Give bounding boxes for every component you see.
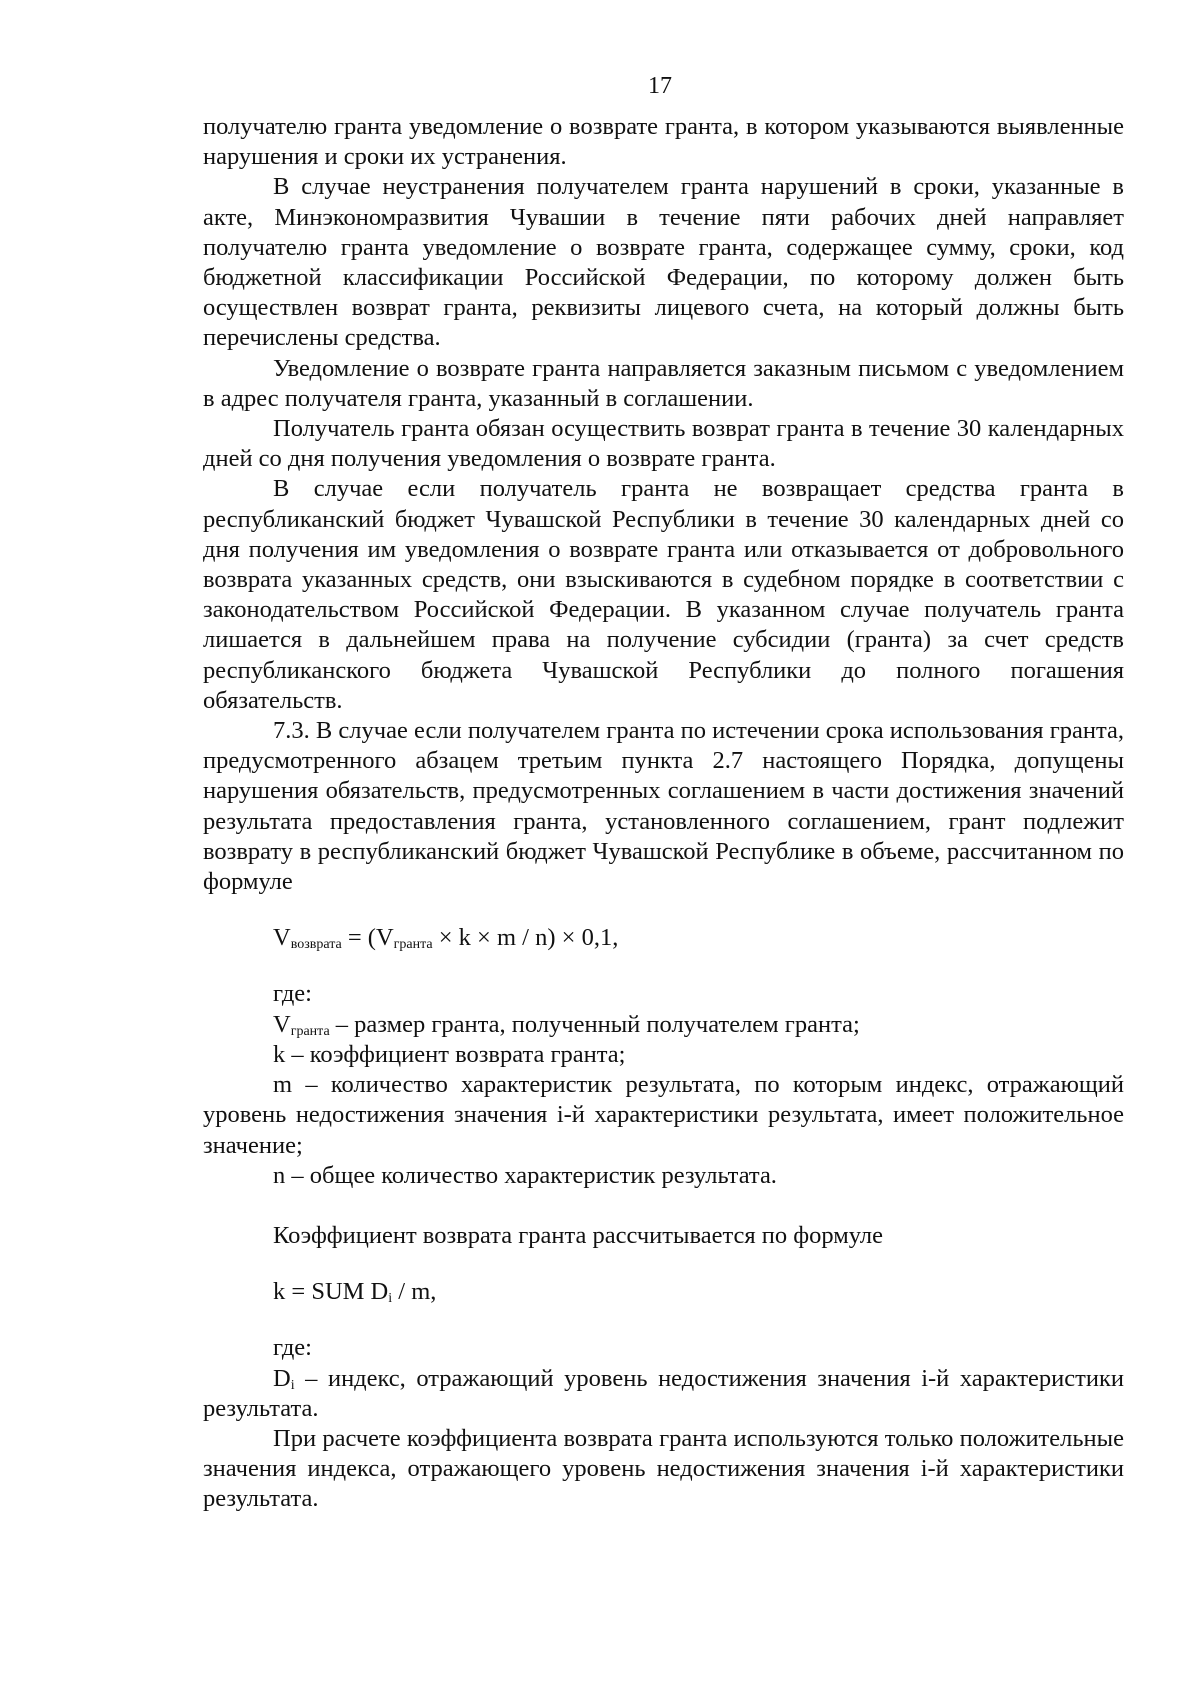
paragraph-notice-delivery: Уведомление о возврате гранта направляется заказным письмом с уведомлением в адрес получателя гранта, указанный в соглашении. [203, 354, 1124, 412]
formula-v-letter: V [273, 924, 291, 952]
page-number: 17 [648, 73, 672, 99]
formula-k-end: / m, [392, 1278, 437, 1306]
document-body [203, 112, 1124, 1515]
definition-d-letter: D [273, 1364, 291, 1392]
paragraph-continuation: получателю гранта уведомление о возврате гранта, в котором указываются выявленные нарушения и сроки их устранения. [203, 113, 1124, 171]
definition-n: n – общее количество характеристик результата. [273, 1161, 777, 1189]
formula-grant-subscript: гранта [393, 937, 433, 953]
definition-v-text: – размер гранта, полученный получателем гранта; [329, 1010, 860, 1038]
formula-rest: × k × m / n) × 0,1, [432, 924, 619, 952]
definition-d-text: – индекс, отражающий уровень недостижения значения i-й характеристики результата. [203, 1364, 1124, 1422]
formula-equals-part: = (V [341, 924, 394, 952]
formula-v-subscript: возврата [290, 937, 342, 953]
paragraph-non-elimination: В случае неустранения получателем гранта нарушений в сроки, указанные в акте, Минэкономразвития Чувашии в течение пяти рабочих дней направляет получателю гранта уведомление о возврате гранта, содержащее сумму, сроки, код бюджетной классификации Российской Федерации, по которому должен быть осуществлен возврат гранта, реквизиты лицевого счета, на который должны быть перечислены средства. [203, 173, 1124, 352]
definition-v-grant [203, 1010, 1124, 1040]
definition-d-subscript: i [290, 1377, 295, 1393]
formula-v-return [203, 923, 1124, 953]
paragraph-court-recovery: В случае если получатель гранта не возвращает средства гранта в республиканский бюджет Чувашской Республики в течение 30 календарных дней со дня получения им уведомления о возврате гранта или отказывается от добровольного возврата указанных средств, они взыскиваются в судебном порядке в соответствии с законодательством Российской Федерации. В указанном случае получатель гранта лишается в дальнейшем права на получение субсидии (гранта) за счет средств республиканского бюджета Чувашской Республики до полного погашения обязательств. [203, 475, 1124, 714]
definition-v-letter: V [273, 1010, 291, 1038]
where-label-2: где: [273, 1334, 312, 1362]
definition-v-subscript: гранта [290, 1023, 330, 1039]
formula-k [203, 1277, 1124, 1307]
definition-m: m – количество характеристик результата, по которым индекс, отражающий уровень недостижения значения i-й характеристики результата, имеет положительное значение; [203, 1071, 1124, 1159]
definition-k: k – коэффициент возврата гранта; [273, 1040, 626, 1068]
formula-k-start: k = SUM D [273, 1278, 389, 1306]
definition-d [203, 1364, 1124, 1424]
formula-k-subscript: i [388, 1291, 393, 1307]
paragraph-return-deadline: Получатель гранта обязан осуществить возврат гранта в течение 30 календарных дней со дня получения уведомления о возврате гранта. [203, 415, 1124, 473]
where-label-1: где: [273, 980, 312, 1008]
k-formula-intro: Коэффициент возврата гранта рассчитывается по формуле [273, 1221, 883, 1249]
paragraph-clause-7-3: 7.3. В случае если получателем гранта по истечении срока использования гранта, предусмотренного абзацем третьим пункта 2.7 настоящего Порядка, допущены нарушения обязательств, предусмотренных соглашением в части достижения значений результата предоставления гранта, установленного соглашением, грант подлежит возврату в республиканский бюджет Чувашской Республике в объеме, рассчитанном по формуле [203, 717, 1124, 896]
paragraph-positive-values: При расчете коэффициента возврата гранта используются только положительные значения индекса, отражающего уровень недостижения значения i-й характеристики результата. [203, 1424, 1124, 1513]
